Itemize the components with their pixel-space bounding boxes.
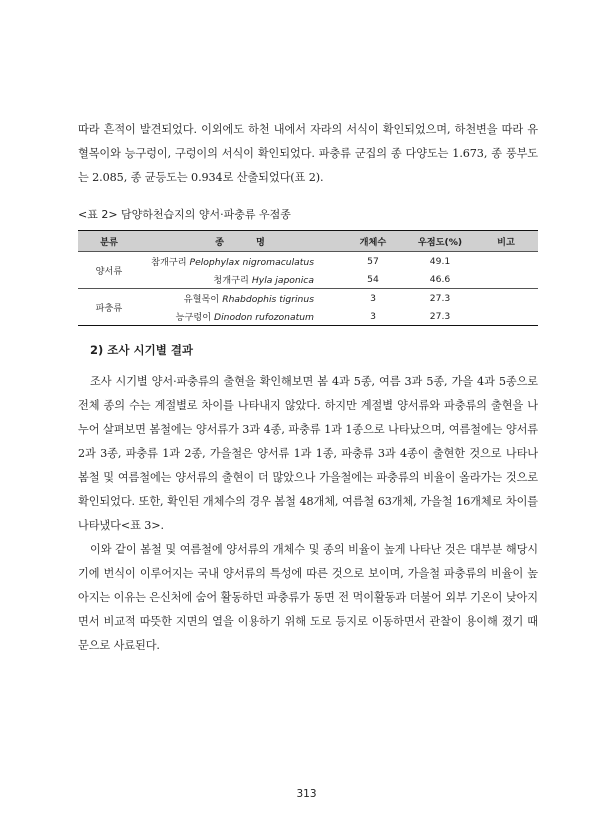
table-caption: <표 2> 담양하천습지의 양서·파충류 우점종: [78, 208, 291, 221]
species-cell: [140, 307, 340, 326]
note-cell: [474, 289, 538, 308]
dominance-cell: 46.6: [406, 270, 474, 289]
table-row: [78, 307, 538, 326]
count-cell: 3: [370, 292, 376, 304]
table-row: [78, 289, 538, 308]
species-scientific: Hyla japonica: [251, 275, 314, 286]
dominance-cell: 27.3: [406, 307, 474, 326]
paragraph-text: 이와 같이 봄철 및 여름철에 양서류의 개체수 및 종의 비율이 높게 나타난 것은 대부분 해당시기에 번식이 이루어지는 국내 양서류의 특성에 따른 것으로 보이며, 가을철 파충류의 비율이 높아지는 이유는 은신처에 숨어 활동하던 파충류가 동면 전 먹이활동과 더불어 외부 기온이 낮아지면서 비교적 따뜻한 지면의 열을 이용하기 위해 도로 등지로 이동하면서 관찰이 용이해 졌기 때문으로 사료된다.: [78, 543, 538, 652]
header-group: 분류: [78, 231, 140, 252]
page-number: 313: [296, 788, 317, 800]
species-korean: 유혈목이: [183, 294, 220, 305]
species-scientific: Rhabdophis tigrinus: [222, 294, 314, 305]
count-cell: 57: [367, 255, 379, 267]
table-row: [78, 270, 538, 289]
body-paragraph-2: [78, 370, 538, 538]
table-header-row: [78, 231, 538, 252]
section-heading: 2) 조사 시기별 결과: [90, 343, 194, 357]
count-cell: 54: [340, 270, 406, 289]
note-cell: [474, 252, 538, 271]
note-cell: [474, 307, 538, 326]
header-note: 비고: [474, 231, 538, 252]
species-cell: [140, 270, 340, 289]
header-dominance: 우점도(%): [406, 231, 474, 252]
species-cell: [140, 289, 340, 308]
species-scientific: Pelophylax nigromaculatus: [189, 257, 314, 268]
species-korean: 참개구리: [151, 257, 187, 268]
dominant-species-table: [78, 230, 538, 326]
count-cell: 3: [340, 307, 406, 326]
species-cell: [140, 252, 340, 271]
intro-paragraph: 따라 흔적이 발견되었다. 이외에도 하천 내에서 자라의 서식이 확인되었으며, 하천변을 따라 유혈목이와 능구렁이, 구렁이의 서식이 확인되었다. 파충류 군집의 종 다양도는 1.673, 종 풍부도는 2.085, 종 균등도는 0.934로 산출되었다(표 2).: [78, 123, 538, 184]
dominance-cell: 49.1: [429, 255, 451, 267]
body-paragraph-3: [78, 538, 538, 658]
dominance-cell: 27.3: [429, 292, 451, 304]
group-reptiles: 파충류: [78, 289, 140, 326]
paragraph-text: 조사 시기별 양서·파충류의 출현을 확인해보면 봄 4과 5종, 여름 3과 5종, 가을 4과 5종으로 전체 종의 수는 계절별로 차이를 나타내지 않았다. 하지만 계절별 양서류와 파충류의 출현을 나누어 살펴보면 봄철에는 양서류가 3과 4종, 파충류 1과 1종으로 나타났으며, 여름철에는 양서류 2과 3종, 파충류 1과 2종, 가을철은 양서류 1과 1종, 파충류 3과 4종이 출현한 것으로 나타나 봄철 및 여름철에는 양서류의 출현이 더 많았으나 가을철에는 파충류의 비율이 올라가는 것으로 확인되었다. 또한, 확인된 개체수의 경우 봄철 48개체, 여름철 63개체, 가을철 16개체로 차이를 나타냈다<표 3>.: [78, 375, 538, 532]
note-cell: [474, 270, 538, 289]
table-row: [78, 252, 538, 271]
species-korean: 청개구리: [213, 275, 249, 286]
species-scientific: Dinodon rufozonatum: [214, 312, 314, 323]
header-count: 개체수: [340, 231, 406, 252]
header-species: 종 명: [140, 231, 340, 252]
group-amphibians: 양서류: [78, 252, 140, 289]
species-korean: 능구렁이: [175, 312, 212, 323]
